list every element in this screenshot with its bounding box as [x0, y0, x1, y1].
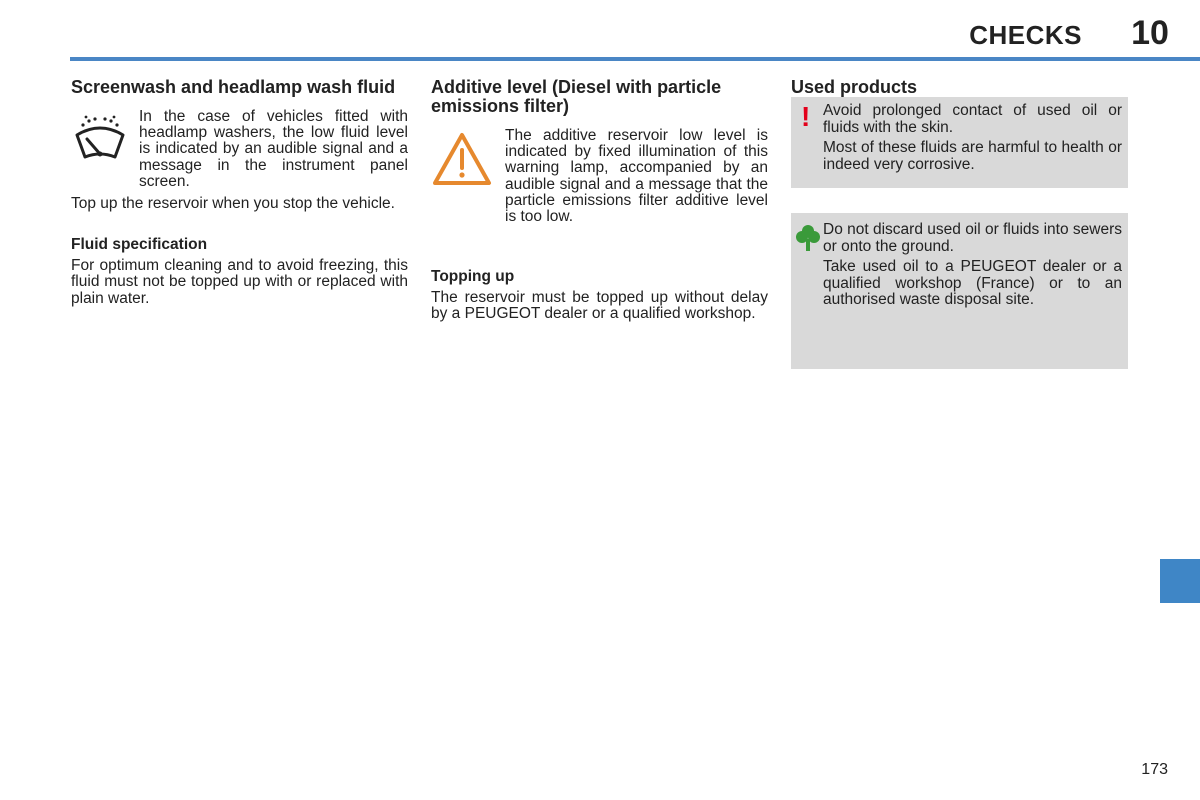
used-products-section: [791, 78, 1128, 369]
warning-text-2: Most of these fluids are harmful to health or indeed very corrosive.: [823, 139, 1122, 173]
fluid-spec-heading: Fluid specification: [71, 236, 208, 254]
exclamation-icon: !: [801, 101, 811, 132]
chapter-side-tab: [1160, 559, 1200, 603]
chapter-number: 10: [1131, 14, 1169, 52]
environment-text-2: Take used oil to a PEUGEOT dealer or a qualified workshop (France) or to an authorised waste disposal site.: [823, 258, 1122, 308]
warning-text-1: Avoid prolonged contact of used oil or fluids with the skin.: [823, 102, 1122, 136]
environment-text-1: Do not discard used oil or fluids into sewers or onto the ground.: [823, 221, 1122, 255]
header-rule: [70, 57, 1200, 61]
screenwash-topup-text: Top up the reservoir when you stop the vehicle.: [71, 195, 395, 213]
screenwash-intro-text: In the case of vehicles fitted with headlamp washers, the low fluid level is indicated by an audible signal and a message in the instrument panel screen.: [139, 108, 408, 190]
screenwash-heading: Screenwash and headlamp wash fluid: [71, 77, 396, 97]
screenwash-section: [71, 78, 408, 307]
screenwash-icon: [71, 113, 129, 167]
topping-up-text: The reservoir must be topped up without delay by a PEUGEOT dealer or a qualified workshop.: [431, 289, 768, 323]
additive-intro-block: [431, 128, 768, 225]
chapter-title: CHECKS: [969, 20, 1082, 50]
page-number: 173: [1141, 761, 1168, 778]
tree-icon: [796, 224, 820, 252]
fluid-spec-text: For optimum cleaning and to avoid freezing, this fluid must not be topped up with or replaced with plain water.: [71, 257, 408, 307]
used-products-heading: Used products: [791, 77, 918, 97]
warning-box: [791, 97, 1128, 188]
warning-triangle-icon: [431, 130, 493, 190]
environment-box: [791, 213, 1128, 369]
screenwash-intro-block: [71, 109, 408, 190]
additive-intro-text: The additive reservoir low level is indicated by fixed illumination of this warning lamp, accompanied by an audible signal and a message that the particle emissions filter additive level is too low.: [505, 127, 768, 226]
additive-section: [431, 78, 768, 323]
topping-up-heading: Topping up: [431, 268, 515, 286]
additive-heading: Additive level (Diesel with particle emissions filter): [431, 77, 722, 116]
